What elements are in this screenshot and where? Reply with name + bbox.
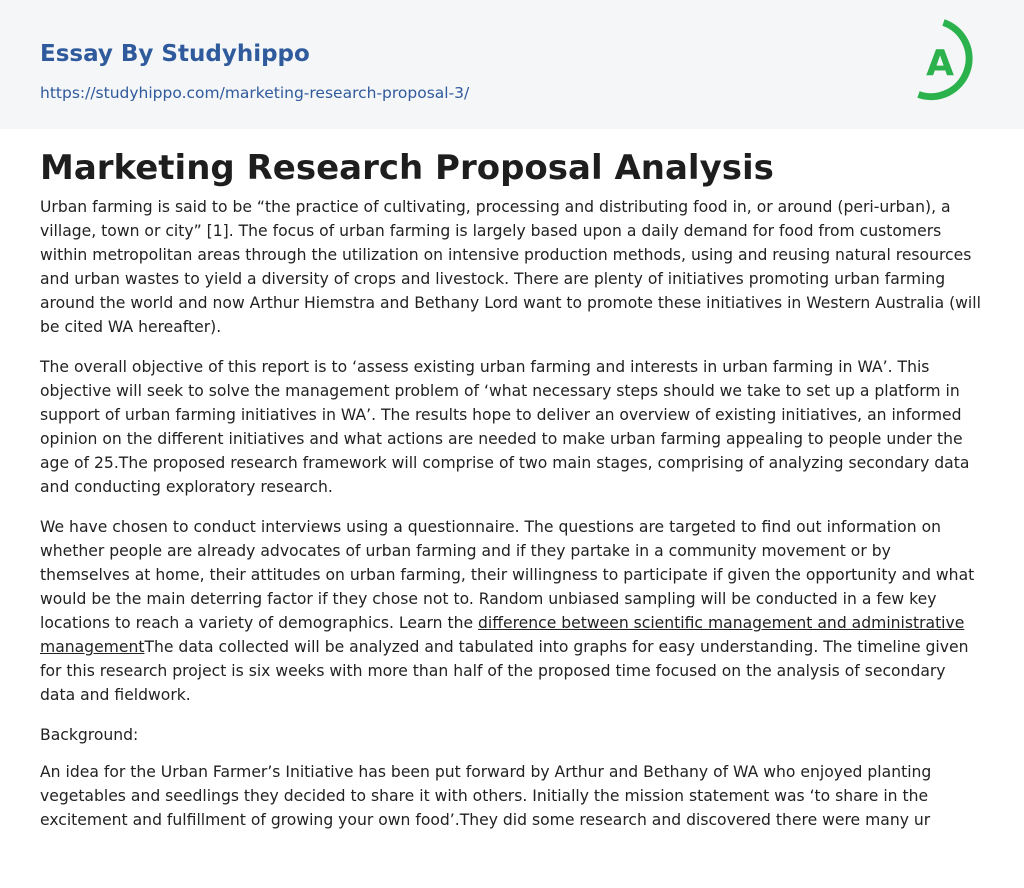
- paragraph-methodology-text-2: The data collected will be analyzed and tabulated into graphs for easy understanding. The timeline given for this research project is six weeks with more than half of the proposed time focused on the analysis of secondary data and fieldwork.: [40, 638, 969, 704]
- site-header: [0, 0, 1024, 129]
- paragraph-methodology: [40, 515, 984, 707]
- paragraph-background: An idea for the Urban Farmer’s Initiative has been put forward by Arthur and Bethany of WA who enjoyed planting vegetables and seedlings they decided to share it with others. Initially the mission statement was ‘to share in the excitement and fulfillment of growing your own food’.They did some research and discovered there were many ur: [40, 763, 932, 829]
- paragraph-objective: The overall objective of this report is to ‘assess existing urban farming and interests in urban farming in WA’. This objective will seek to solve the management problem of ‘what necessary steps should we take to set up a platform in support of urban farming initiatives in WA’. The results hope to deliver an overview of existing initiatives, an informed opinion on the different initiatives and what actions are needed to make urban farming appealing to people under the age of 25.The proposed research framework will comprise of two main stages, comprising of analyzing secondary data and conducting exploratory research.: [40, 358, 970, 496]
- paragraph-intro: Urban farming is said to be “the practice of cultivating, processing and distributing food in, or around (peri-urban), a village, town or city” [1]. The focus of urban farming is largely based upon a daily demand for food from customers within metropolitan areas through the utilization on intensive production methods, using and reusing natural resources and urban wastes to yield a diversity of crops and livestock. There are plenty of initiatives promoting urban farming around the world and now Arthur Hiemstra and Bethany Lord want to promote these initiatives in Western Australia (will be cited WA hereafter).: [40, 198, 981, 336]
- paragraph-methodology-text-1: We have chosen to conduct interviews using a questionnaire. The questions are targeted to find out information on whether people are already advocates of urban farming and if they partake in a community movement or by themselves at home, their attitudes on urban farming, their willingness to participate if given the opportunity and what would be the main deterring factor if they chose not to. Random unbiased sampling will be conducted in a few key locations to reach a variety of demographics. Learn the: [40, 518, 975, 632]
- page-title: Marketing Research Proposal Analysis: [40, 148, 774, 188]
- article: [40, 145, 984, 832]
- background-heading: Background:: [40, 726, 139, 744]
- related-essay-link[interactable]: difference between scientific management and administrative management: [40, 614, 965, 656]
- logo-letter: A: [926, 43, 954, 84]
- brand-title: Essay By Studyhippo: [40, 41, 310, 67]
- source-url-link[interactable]: https://studyhippo.com/marketing-research-proposal-3/: [40, 84, 470, 102]
- studyhippo-logo-icon[interactable]: [910, 18, 988, 106]
